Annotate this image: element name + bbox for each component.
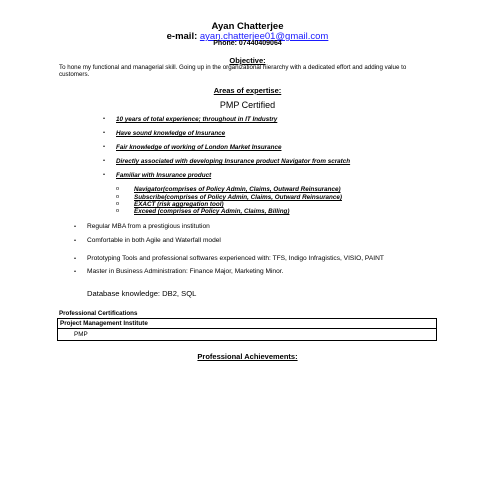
objective-heading: Objective:	[229, 56, 266, 65]
email-label: e-mail:	[166, 31, 198, 42]
expertise-item: Regular MBA from a prestigious institution	[87, 223, 210, 230]
database-knowledge: Database knowledge: DB2, SQL	[87, 289, 197, 298]
achievements-heading: Professional Achievements:	[197, 352, 298, 361]
expertise-item: Have sound knowledge of Insurance	[116, 130, 226, 137]
expertise-item: Directly associated with developing Insurance product Navigator from scratch	[116, 158, 351, 165]
product-item: Navigator(comprises of Policy Admin, Claims, Outward Reinsurance)	[134, 186, 341, 193]
bullet-icon: •	[74, 256, 77, 262]
candidate-name: Ayan Chatterjee	[211, 21, 284, 32]
sub-bullet-icon: o	[116, 194, 120, 200]
expertise-item: Familiar with Insurance product	[116, 172, 212, 179]
expertise-item: 10 years of total experience; throughout in IT Industry	[116, 116, 278, 123]
bullet-icon: •	[103, 130, 106, 136]
pmp-certified-title: PMP Certified	[219, 100, 276, 110]
bullet-icon: •	[103, 116, 106, 122]
objective-text: To hone my functional and managerial skill. Going up in the organizational hierarchy with a dedicated effort and adding value to customers.	[59, 64, 407, 79]
product-item: EXACT (risk aggregation tool)	[134, 201, 224, 208]
bullet-icon: •	[103, 158, 106, 164]
bullet-icon: •	[103, 172, 106, 178]
expertise-heading: Areas of expertise:	[213, 86, 282, 95]
product-item: Exceed (comprises of Policy Admin, Claims, Billing)	[134, 208, 290, 215]
expertise-item: Prototyping Tools and professional softwares experienced with: TFS, Indigo Infragistics, VISIO, PAINT	[87, 255, 384, 262]
expertise-item: Comfortable in both Agile and Waterfall model	[87, 237, 221, 244]
product-item: Subscribe(comprises of Policy Admin, Claims, Outward Reinsurance)	[134, 194, 342, 201]
certifications-heading: Professional Certifications	[59, 310, 138, 317]
certifications-table	[57, 318, 437, 341]
sub-bullet-icon: o	[116, 186, 120, 192]
expertise-item: Fair knowledge of working of London Market Insurance	[116, 144, 282, 151]
bullet-icon: •	[74, 269, 77, 275]
phone-number: Phone: 07440409064	[213, 40, 282, 47]
cert-name: PMP	[74, 331, 88, 338]
bullet-icon: •	[74, 224, 77, 230]
expertise-item: Master in Business Administration: Finance Major, Marketing Minor.	[87, 268, 284, 275]
sub-bullet-icon: o	[116, 201, 120, 207]
bullet-icon: •	[74, 238, 77, 244]
sub-bullet-icon: o	[116, 208, 120, 214]
email-link[interactable]: ayan.chatterjee01@gmail.com	[199, 31, 329, 42]
cert-institute: Project Management Institute	[58, 319, 436, 329]
bullet-icon: •	[103, 144, 106, 150]
